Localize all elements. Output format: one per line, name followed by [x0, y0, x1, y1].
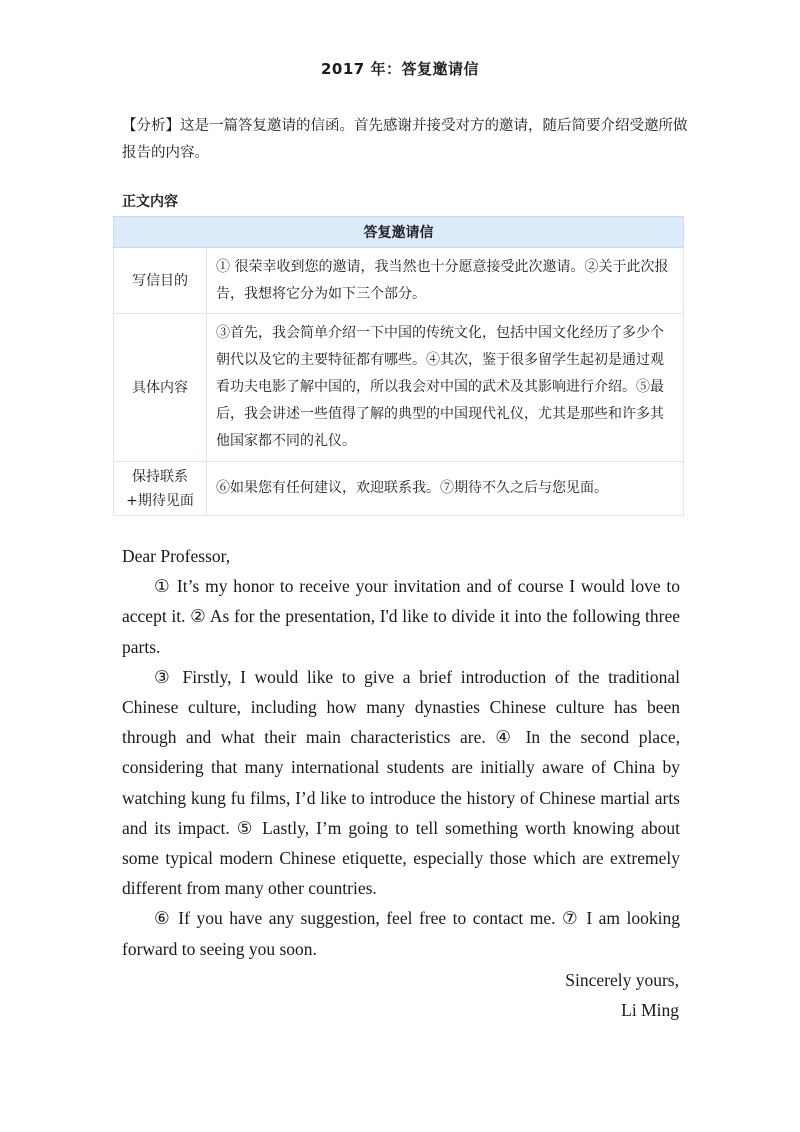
analysis-paragraph: 【分析】这是一篇答复邀请的信函。首先感谢并接受对方的邀请，随后简要介绍受邀所做报告的内容。 — [122, 118, 688, 161]
table-row — [114, 248, 684, 314]
table-row — [114, 462, 684, 516]
row-label: 具体内容 — [114, 314, 207, 462]
row-label: 写信目的 — [114, 248, 207, 314]
letter-signature: Li Ming — [621, 1000, 679, 1021]
letter-salutation: Dear Professor, — [122, 546, 231, 566]
row-content: ① 很荣幸收到您的邀请，我当然也十分愿意接受此次邀请。②关于此次报告，我想将它分为如下三个部分。 — [207, 248, 684, 314]
outline-table — [113, 216, 684, 516]
letter-paragraph: ① It’s my honor to receive your invitation and of course I would love to accept it. ② As for the presentation, I'd like to divide it into the following three parts. — [122, 576, 680, 657]
section-label: 正文内容 — [122, 194, 178, 210]
row-label — [114, 462, 207, 516]
table-header-row — [114, 217, 684, 248]
letter-body — [122, 541, 680, 964]
row-label-line: +期待见面 — [126, 492, 194, 509]
letter-paragraph: ③ Firstly, I would like to give a brief introduction of the traditional Chinese culture, including how many dynasties Chinese culture has been through and what their main characteristics are. ④ In the second place, considering that many international students are initially aware of China by watching kung fu films, I’d like to introduce the history of Chinese martial arts and its impact. ⑤ Lastly, I’m going to tell something worth knowing about some typical modern Chinese etiquette, especially those which are extremely different from many other countries. — [122, 666, 680, 899]
table-header: 答复邀请信 — [114, 217, 684, 248]
letter-closing: Sincerely yours, — [565, 970, 679, 990]
document-title: 2017 年：答复邀请信 — [321, 60, 479, 78]
letter-paragraph: ⑥ If you have any suggestion, feel free to contact me. ⑦ I am looking forward to seeing you soon. — [122, 908, 680, 959]
letter-closing-block — [565, 965, 679, 1025]
row-content: ③首先，我会简单介绍一下中国的传统文化，包括中国文化经历了多少个朝代以及它的主要特征都有哪些。④其次，鉴于很多留学生起初是通过观看功夫电影了解中国的，所以我会对中国的武术及其影响进行介绍。⑤最后，我会讲述一些值得了解的典型的中国现代礼仪，尤其是那些和许多其他国家都不同的礼仪。 — [207, 314, 684, 462]
table-row — [114, 314, 684, 462]
row-label-line: 保持联系 — [132, 468, 188, 485]
row-content: ⑥如果您有任何建议，欢迎联系我。⑦期待不久之后与您见面。 — [207, 462, 684, 516]
